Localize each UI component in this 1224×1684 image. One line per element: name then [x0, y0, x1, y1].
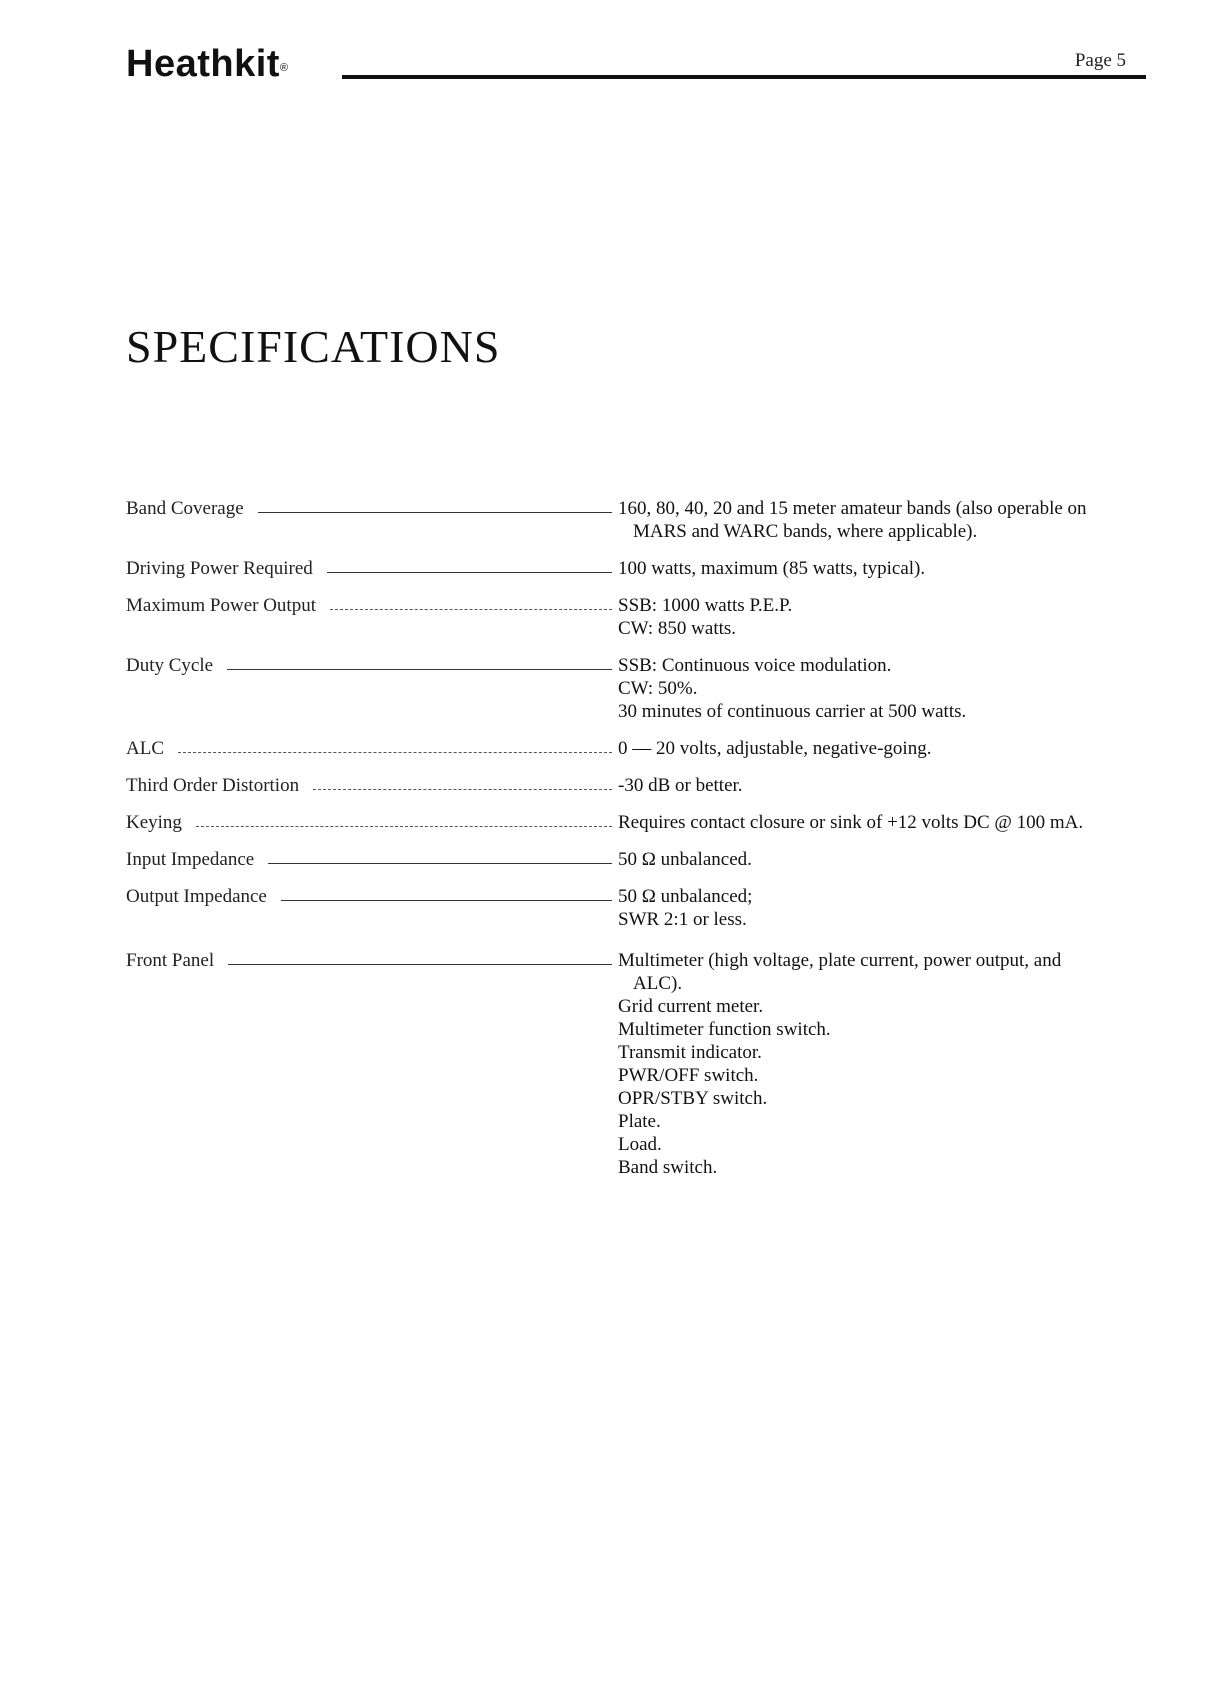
spec-label-cell — [126, 885, 618, 908]
spec-value — [618, 885, 1088, 931]
spec-value-line: CW: 850 watts. — [618, 618, 737, 639]
spec-row — [126, 737, 1126, 760]
leader-line — [227, 654, 612, 670]
leader-line — [327, 557, 612, 573]
spec-value-line: -30 dB or better. — [618, 775, 743, 796]
spec-value-line: 30 minutes of continuous carrier at 500 watts. — [618, 701, 967, 722]
spec-label-cell — [126, 949, 618, 972]
spec-value-line: Load. — [618, 1134, 662, 1155]
spec-label-cell — [126, 811, 618, 834]
spec-label: Output Impedance — [126, 886, 267, 907]
spec-value-line: Band switch. — [618, 1157, 718, 1178]
spec-label-cell — [126, 654, 618, 677]
leader-line — [268, 848, 612, 864]
spec-row — [126, 557, 1126, 580]
spec-value-line: OPR/STBY switch. — [618, 1088, 768, 1109]
spec-label-cell — [126, 557, 618, 580]
spec-value — [618, 557, 1088, 580]
spec-label-cell — [126, 774, 618, 797]
spec-value-line: SSB: 1000 watts P.E.P. — [618, 595, 793, 616]
brand-name: Heathkit — [126, 43, 280, 85]
header-rule — [342, 75, 1146, 79]
leader-line — [258, 497, 612, 513]
leader-line — [178, 737, 612, 753]
spec-label: Front Panel — [126, 950, 215, 971]
spec-row — [126, 774, 1126, 797]
specifications-list — [126, 497, 1126, 1179]
spec-row — [126, 848, 1126, 871]
leader-line — [228, 949, 612, 965]
spec-value-line: CW: 50%. — [618, 678, 698, 699]
leader-line — [313, 774, 612, 790]
spec-row — [126, 654, 1126, 723]
spec-row — [126, 594, 1126, 640]
spec-value-line: 0 — 20 volts, adjustable, negative-going. — [618, 738, 932, 759]
spec-label: Keying — [126, 812, 182, 833]
spec-value-line: Grid current meter. — [618, 996, 764, 1017]
spec-value — [618, 654, 1088, 723]
spec-value — [618, 737, 1088, 760]
leader-line — [196, 811, 612, 827]
spec-label-cell — [126, 497, 618, 520]
spec-value-line: 50 Ω unbalanced; — [618, 886, 753, 907]
spec-value — [618, 497, 1088, 543]
spec-label: Third Order Distortion — [126, 775, 300, 796]
spec-row — [126, 949, 1126, 1179]
spec-value-line: 160, 80, 40, 20 and 15 meter amateur bands (also operable on MARS and WARC bands, where applicable). — [618, 498, 1087, 542]
spec-value-line: Requires contact closure or sink of +12 volts DC @ 100 mA. — [618, 812, 1084, 833]
spec-value-line: 50 Ω unbalanced. — [618, 849, 752, 870]
brand-logo — [126, 42, 289, 86]
leader-line — [330, 594, 612, 610]
spec-label: Driving Power Required — [126, 558, 313, 579]
spec-value — [618, 811, 1088, 834]
spec-value-line: Transmit indicator. — [618, 1042, 762, 1063]
spec-label: Band Coverage — [126, 498, 244, 519]
spec-value — [618, 848, 1088, 871]
spec-label: Duty Cycle — [126, 655, 214, 676]
spec-label: ALC — [126, 738, 164, 759]
spec-label-cell — [126, 848, 618, 871]
spec-value-line: Multimeter function switch. — [618, 1019, 831, 1040]
spec-value-line: SSB: Continuous voice modulation. — [618, 655, 892, 676]
registered-mark: ® — [279, 62, 289, 74]
spec-value — [618, 774, 1088, 797]
spec-label-cell — [126, 594, 618, 617]
spec-row — [126, 497, 1126, 543]
spec-row — [126, 811, 1126, 834]
spec-value — [618, 594, 1088, 640]
leader-line — [281, 885, 612, 901]
page-title: SPECIFICATIONS — [126, 321, 501, 372]
spec-label: Maximum Power Output — [126, 595, 316, 616]
spec-value-line: PWR/OFF switch. — [618, 1065, 759, 1086]
spec-row — [126, 885, 1126, 931]
spec-value-line: Multimeter (high voltage, plate current, power output, and ALC). — [618, 950, 1062, 994]
spec-value-line: Plate. — [618, 1111, 661, 1132]
spec-value-line: 100 watts, maximum (85 watts, typical). — [618, 558, 926, 579]
spec-label: Input Impedance — [126, 849, 255, 870]
spec-value-line: SWR 2:1 or less. — [618, 909, 747, 930]
page-header — [126, 40, 1146, 90]
spec-value — [618, 949, 1088, 1179]
spec-label-cell — [126, 737, 618, 760]
page-number: Page 5 — [1074, 50, 1126, 71]
